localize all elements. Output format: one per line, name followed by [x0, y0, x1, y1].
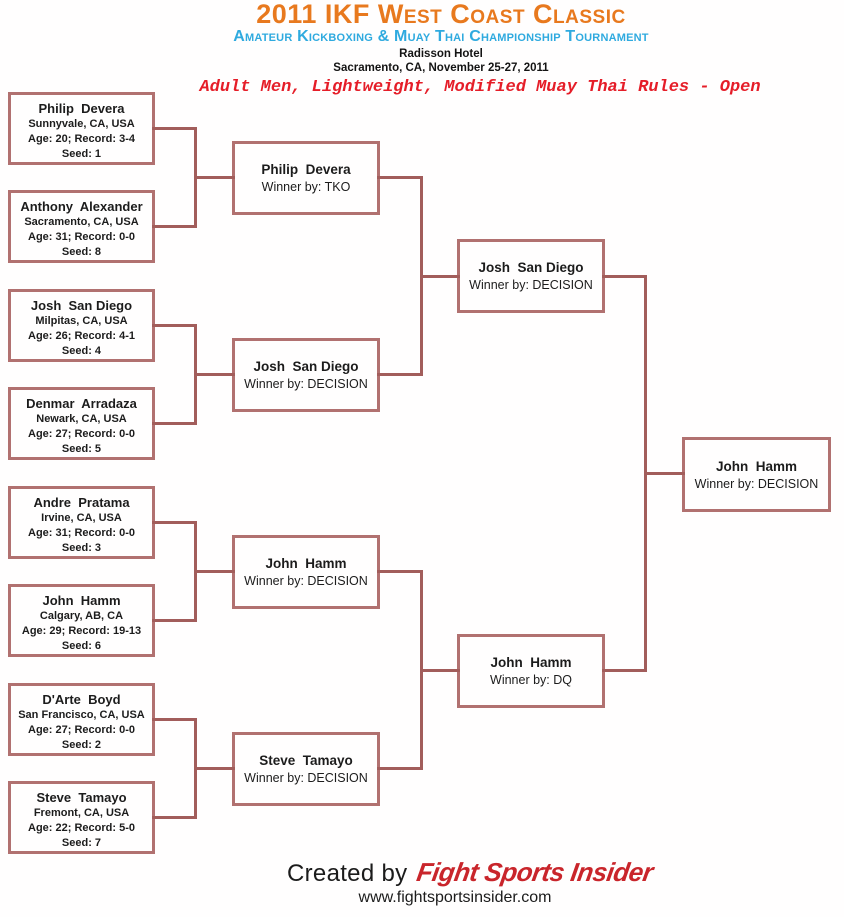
fighter-seed: Seed: 5: [61, 443, 102, 455]
footer: [0, 857, 844, 907]
fighter-seed: Seed: 1: [61, 148, 102, 160]
connector: [377, 373, 423, 376]
venue-name: Radisson Hotel: [399, 48, 483, 60]
fighter-seed: Seed: 4: [61, 345, 102, 357]
winner-method: Winner by: DECISION: [694, 476, 819, 491]
r2-winner-box-3: [232, 535, 380, 609]
connector: [420, 275, 460, 278]
fighter-name: John Hamm: [42, 593, 121, 608]
r2-winner-box-4: [232, 732, 380, 806]
winner-name: John Hamm: [265, 556, 347, 571]
venue-location-date: Sacramento, CA, November 25-27, 2011: [333, 61, 549, 74]
fighter-name: Anthony Alexander: [20, 199, 143, 214]
fighter-seed: Seed: 6: [61, 640, 102, 652]
fighter-age-record: Age: 29; Record: 19-13: [21, 625, 142, 637]
r1-fighter-box-8: [8, 781, 155, 854]
fighter-location: Fremont, CA, USA: [33, 807, 130, 819]
winner-name: Steve Tamayo: [259, 753, 353, 768]
fighter-seed: Seed: 3: [61, 542, 102, 554]
connector: [152, 718, 197, 721]
winner-method: Winner by: DECISION: [244, 771, 368, 785]
connector: [152, 127, 197, 130]
fighter-name: Denmar Arradaza: [26, 396, 137, 411]
connector: [152, 225, 197, 228]
connector: [602, 275, 647, 278]
event-title: 2011 IKF West Coast Classic: [256, 0, 626, 29]
connector: [152, 816, 197, 819]
fighter-seed: Seed: 2: [61, 739, 102, 751]
fighter-age-record: Age: 20; Record: 3-4: [28, 133, 135, 145]
connector: [152, 422, 197, 425]
fighter-age-record: Age: 27; Record: 0-0: [28, 724, 135, 736]
winner-name: Josh San Diego: [478, 260, 584, 275]
fighter-name: Steve Tamayo: [36, 790, 127, 805]
winner-method: Winner by: DECISION: [469, 278, 593, 292]
fighter-name: Josh San Diego: [30, 298, 133, 313]
fighter-location: San Francisco, CA, USA: [18, 709, 145, 721]
r2-winner-box-2: [232, 338, 380, 412]
connector: [420, 669, 460, 672]
connector: [602, 669, 647, 672]
division-title: Adult Men, Lightweight, Modified Muay Thai Rules - Open: [199, 78, 761, 97]
fighter-name: Philip Devera: [38, 101, 125, 116]
fighter-age-record: Age: 31; Record: 0-0: [28, 527, 135, 539]
winner-method: Winner by: DECISION: [244, 377, 368, 391]
fighter-seed: Seed: 7: [61, 837, 102, 849]
connector: [194, 176, 235, 179]
semifinal-winner-box-2: [457, 634, 605, 708]
event-subtitle: Amateur Kickboxing & Muay Thai Championship Tournament: [233, 28, 649, 45]
website-url: www.fightsportsinsider.com: [358, 889, 552, 906]
connector: [377, 176, 423, 179]
r1-fighter-box-2: [8, 190, 155, 263]
connector: [152, 324, 197, 327]
winner-name: John Hamm: [490, 655, 572, 670]
fighter-location: Irvine, CA, USA: [41, 512, 122, 524]
connector: [152, 521, 197, 524]
header: [0, 0, 844, 97]
r1-fighter-box-6: [8, 584, 155, 657]
fighter-location: Sacramento, CA, USA: [24, 216, 139, 228]
fighter-location: Sunnyvale, CA, USA: [28, 118, 135, 130]
credit-logo: Fight Sports Insider: [415, 857, 656, 887]
connector: [194, 373, 235, 376]
final-winner-box: [682, 437, 831, 512]
winner-name: Josh San Diego: [253, 359, 359, 374]
winner-method: Winner by: DQ: [490, 673, 572, 687]
r1-fighter-box-1: [8, 92, 155, 165]
winner-method: Winner by: DECISION: [244, 574, 368, 588]
r1-fighter-box-7: [8, 683, 155, 756]
connector: [194, 767, 235, 770]
connector: [644, 472, 685, 475]
winner-method: Winner by: TKO: [261, 180, 351, 194]
fighter-location: Milpitas, CA, USA: [35, 315, 128, 327]
fighter-seed: Seed: 8: [61, 246, 102, 258]
semifinal-winner-box-1: [457, 239, 605, 313]
fighter-name: D'Arte Boyd: [42, 692, 121, 707]
r2-winner-box-1: [232, 141, 380, 215]
connector: [377, 767, 423, 770]
winner-name: John Hamm: [715, 458, 797, 474]
fighter-location: Newark, CA, USA: [36, 413, 127, 425]
connector: [152, 619, 197, 622]
fighter-age-record: Age: 27; Record: 0-0: [28, 428, 135, 440]
fighter-age-record: Age: 22; Record: 5-0: [28, 822, 135, 834]
connector: [377, 570, 423, 573]
fighter-location: Calgary, AB, CA: [39, 610, 124, 622]
fighter-name: Andre Pratama: [33, 495, 130, 510]
winner-name: Philip Devera: [261, 162, 351, 177]
r1-fighter-box-3: [8, 289, 155, 362]
r1-fighter-box-4: [8, 387, 155, 460]
connector: [194, 570, 235, 573]
fighter-age-record: Age: 26; Record: 4-1: [28, 330, 135, 342]
fighter-age-record: Age: 31; Record: 0-0: [28, 231, 135, 243]
r1-fighter-box-5: [8, 486, 155, 559]
credit-text: Created by: [287, 860, 408, 887]
